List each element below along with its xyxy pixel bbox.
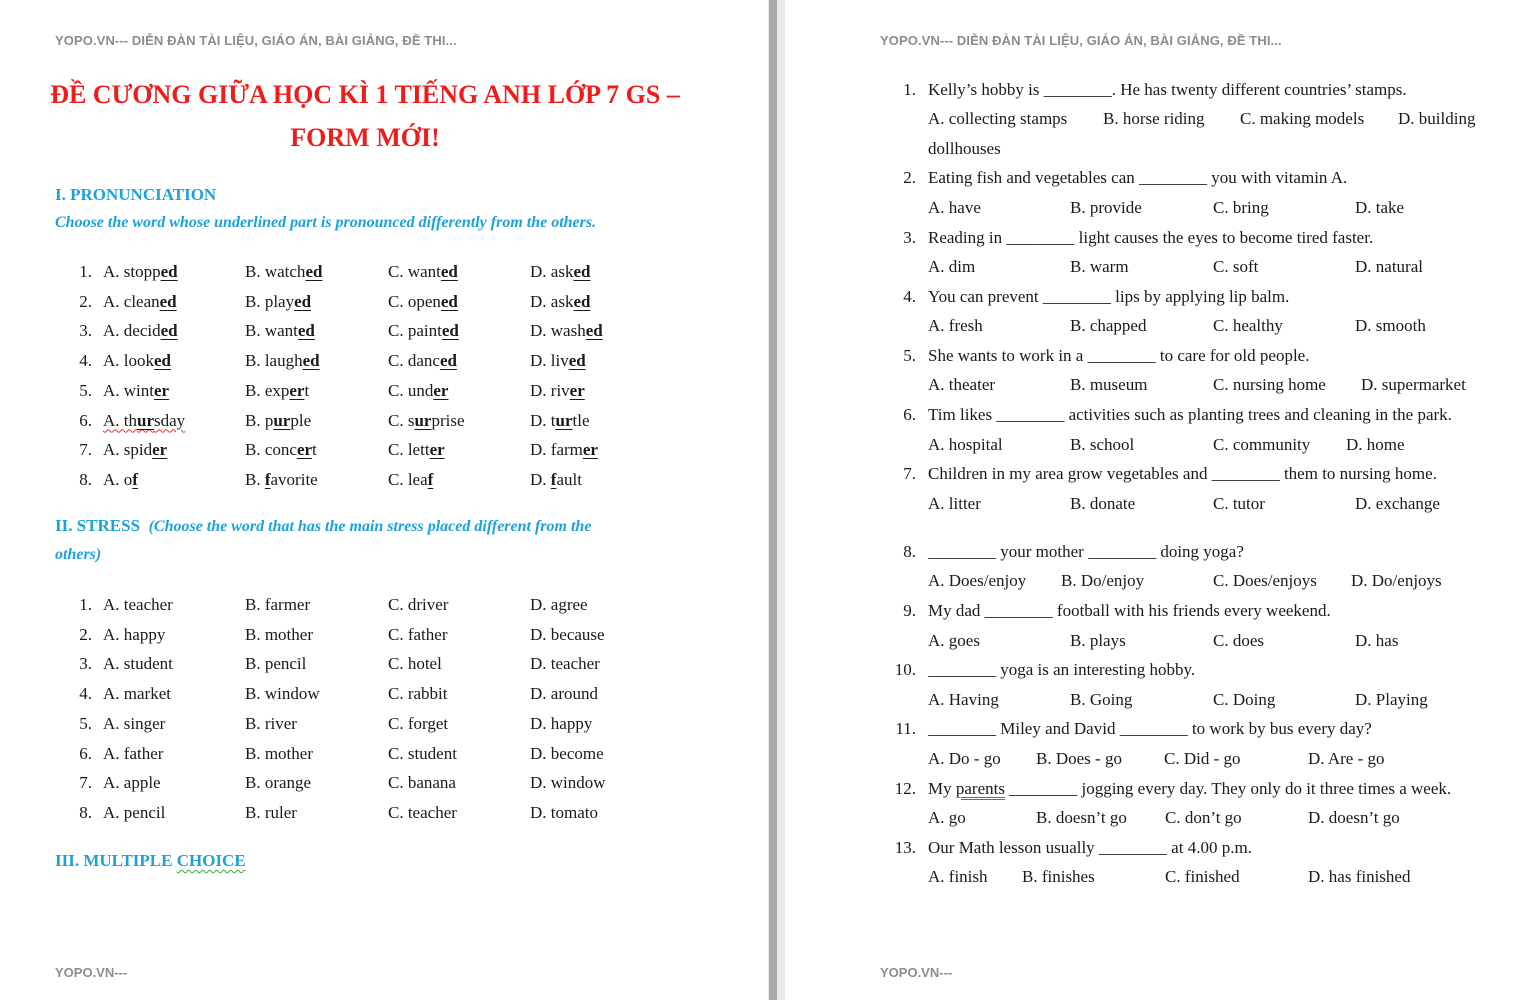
stress-title: II. STRESS — [55, 516, 141, 535]
question-number: 13. — [894, 838, 916, 857]
answer-option: A. happy — [103, 624, 166, 644]
option-text: B. watch — [245, 262, 306, 281]
answer-option: B. farmer — [245, 595, 311, 614]
item-number: 7. — [79, 440, 92, 460]
answer-option: A. goes — [928, 631, 980, 650]
question-number: 4. — [903, 287, 916, 306]
answer-option — [103, 321, 178, 341]
answer-option-continued: dollhouses — [928, 139, 1001, 158]
answer-option: B. window — [245, 684, 320, 704]
answer-option: B. school — [1070, 435, 1135, 454]
question-text: Children in my area grow vegetables and ________ them to nursing home. — [928, 464, 1437, 483]
stress-row — [0, 803, 700, 827]
answer-option — [530, 411, 590, 431]
answer-option — [103, 292, 177, 312]
answer-option: C. making models — [1240, 109, 1365, 128]
answer-option: B. horse riding — [1103, 109, 1205, 128]
answer-option: D. because — [530, 624, 605, 644]
answer-option: D. tomato — [530, 802, 598, 822]
answer-option — [103, 351, 171, 371]
option-text: B. conc — [245, 440, 297, 460]
question-text-part: ________ jogging every day. They only do it three times a week. — [1004, 779, 1452, 798]
pronunciation-row — [0, 292, 700, 316]
option-text: A. spid — [103, 440, 153, 460]
document-title-line2: FORM MỚI! — [290, 123, 440, 152]
underlined-sound: ed — [160, 321, 178, 341]
answer-option: D. has — [1355, 631, 1399, 650]
underlined-sound: ed — [159, 291, 177, 311]
question-text — [928, 779, 1451, 799]
option-text: B. play — [245, 291, 295, 311]
option-text: C. lea — [388, 469, 428, 489]
answer-option: D. exchange — [1355, 494, 1440, 513]
page-footer-right: YOPO.VN--- — [880, 965, 953, 980]
question-text: Kelly’s hobby is ________. He has twenty different countries’ stamps. — [928, 80, 1407, 99]
answer-option: D. Do/enjoys — [1351, 571, 1442, 590]
answer-option: A. Does/enjoy — [928, 571, 1027, 590]
answer-option — [388, 381, 448, 401]
page-header-right: YOPO.VN--- DIỄN ĐÀN TÀI LIỆU, GIÁO ÁN, BÀI GIẢNG, ĐỀ THI... — [880, 33, 1282, 48]
item-number: 5. — [79, 380, 92, 400]
option-text: C. und — [388, 380, 434, 400]
answer-option: D. supermarket — [1361, 375, 1466, 394]
answer-option: D. smooth — [1355, 316, 1426, 335]
page-header: YOPO.VN--- DIỄN ĐÀN TÀI LIỆU, GIÁO ÁN, BÀI GIẢNG, ĐỀ THI... — [55, 33, 457, 48]
question-text-flagged: parents — [955, 779, 1005, 798]
stress-instruction-continued: others) — [55, 546, 102, 563]
answer-option: A. student — [103, 654, 173, 674]
answer-option: C. soft — [1213, 257, 1259, 276]
answer-option: D. happy — [530, 713, 593, 733]
answer-option — [530, 351, 586, 371]
answer-option — [103, 470, 138, 490]
answer-option — [388, 292, 458, 312]
answer-option: A. pencil — [103, 802, 166, 822]
question-number: 7. — [903, 464, 916, 483]
item-number: 1. — [79, 262, 92, 281]
answer-option: C. community — [1213, 435, 1311, 454]
answer-option: D. window — [530, 773, 606, 793]
answer-option: B. museum — [1070, 375, 1148, 394]
answer-option: C. finished — [1165, 867, 1240, 886]
underlined-sound: ed — [573, 262, 591, 281]
mc-title-part: III. MULTIPLE — [55, 851, 177, 870]
answer-option: A. finish — [928, 867, 988, 886]
answer-option: C. nursing home — [1213, 375, 1326, 394]
underlined-sound: ed — [440, 262, 458, 281]
scrollbar-divider — [769, 0, 777, 1000]
option-text: A. wint — [103, 380, 154, 400]
underlined-sound: ed — [568, 351, 586, 371]
answer-option: A. go — [928, 808, 966, 827]
underlined-sound: ur — [137, 410, 154, 430]
answer-option — [245, 321, 315, 341]
pronunciation-row — [0, 411, 700, 435]
underlined-sound: f — [550, 469, 557, 489]
answer-option — [388, 321, 459, 341]
underlined-sound: ed — [441, 321, 459, 341]
answer-option: C. Did - go — [1164, 749, 1241, 768]
mc-title-word: CHOICE — [176, 851, 246, 870]
stress-row — [0, 625, 700, 649]
option-text: C. paint — [388, 321, 442, 341]
pronunciation-row — [0, 381, 700, 405]
option-text: D. ask — [530, 291, 574, 311]
underlined-sound: er — [154, 380, 170, 400]
section-pronunciation-title: I. PRONUNCIATION — [55, 185, 217, 204]
underlined-sound: ed — [160, 262, 178, 281]
option-text: A. stopp — [103, 262, 161, 281]
option-text: D. liv — [530, 351, 569, 371]
option-text: A. clean — [103, 291, 160, 311]
option-text: C. s — [388, 410, 415, 430]
question-number: 8. — [903, 542, 916, 561]
underlined-sound: f — [427, 469, 434, 489]
answer-option: A. singer — [103, 713, 166, 733]
question-text-part: My — [928, 779, 956, 798]
underlined-sound: ed — [302, 351, 320, 371]
question-text: Reading in ________ light causes the eyes to become tired faster. — [928, 228, 1374, 247]
option-text: C. want — [388, 262, 441, 281]
answer-option — [245, 262, 322, 282]
item-number: 6. — [79, 410, 92, 430]
answer-option: C. tutor — [1213, 494, 1265, 513]
answer-option — [103, 411, 185, 431]
answer-option — [530, 321, 603, 341]
underlined-sound: f — [132, 469, 138, 489]
answer-option: B. orange — [245, 773, 312, 793]
answer-option: B. donate — [1070, 494, 1136, 513]
answer-option: B. river — [245, 713, 297, 733]
option-text: ault — [556, 469, 582, 489]
underlined-sound: er — [433, 380, 449, 400]
option-text: D. — [530, 469, 551, 489]
answer-option: A. collecting stamps — [928, 109, 1068, 128]
answer-option: D. has finished — [1308, 867, 1411, 886]
underlined-sound: ur — [555, 410, 573, 430]
answer-option: D. become — [530, 743, 604, 763]
answer-option — [103, 440, 167, 460]
answer-option: C. driver — [388, 595, 449, 614]
option-text: D. wash — [530, 321, 586, 341]
question-number: 11. — [895, 719, 916, 738]
answer-option — [530, 440, 598, 460]
option-text: A. look — [103, 351, 154, 371]
question-number: 2. — [903, 168, 916, 187]
option-text: B. p — [245, 410, 274, 430]
item-number: 4. — [79, 684, 92, 704]
answer-option — [245, 351, 320, 371]
option-text: D. t — [530, 410, 556, 430]
option-text: prise — [431, 410, 465, 430]
item-number: 3. — [79, 321, 92, 341]
answer-option: D. Playing — [1355, 690, 1428, 709]
underlined-sound: ed — [573, 291, 591, 311]
answer-option: A. teacher — [103, 595, 173, 614]
pronunciation-row — [0, 440, 700, 464]
question-text: Eating fish and vegetables can ________ you with vitamin A. — [928, 168, 1348, 187]
option-text: t — [312, 440, 317, 460]
answer-option — [530, 470, 582, 490]
document-title-line1: ĐỀ CƯƠNG GIỮA HỌC KÌ 1 TIẾNG ANH LỚP 7 GS – — [50, 80, 680, 109]
answer-option — [388, 351, 457, 371]
answer-option — [388, 411, 465, 431]
answer-option: C. bring — [1213, 198, 1269, 217]
option-text: sday — [154, 410, 186, 430]
question-number: 5. — [903, 346, 916, 365]
answer-option: C. teacher — [388, 802, 457, 822]
answer-option: B. Do/enjoy — [1061, 571, 1145, 590]
answer-option: A. apple — [103, 773, 161, 793]
answer-option: D. building — [1398, 109, 1476, 128]
answer-option — [245, 411, 311, 431]
answer-option — [530, 292, 590, 312]
option-text: B. want — [245, 321, 298, 341]
item-number: 3. — [79, 654, 92, 674]
answer-option — [245, 440, 317, 460]
stress-instruction: (Choose the word that has the main stress placed different from the — [148, 518, 592, 535]
answer-option — [388, 262, 458, 282]
answer-option — [530, 262, 590, 282]
underlined-sound: er — [569, 380, 585, 400]
answer-option: C. Does/enjoys — [1213, 571, 1317, 590]
answer-option: D. around — [530, 684, 598, 704]
answer-option: B. provide — [1070, 198, 1142, 217]
stress-row — [0, 773, 700, 797]
answer-option: B. warm — [1070, 257, 1129, 276]
item-number: 2. — [79, 291, 92, 311]
answer-option: D. doesn’t go — [1308, 808, 1400, 827]
answer-option: B. pencil — [245, 654, 307, 674]
answer-option: D. natural — [1355, 257, 1423, 276]
answer-option: A. theater — [928, 375, 996, 394]
question-number: 3. — [903, 228, 916, 247]
option-text: A. th — [103, 410, 137, 430]
option-text: B. — [245, 469, 265, 489]
answer-option: A. have — [928, 198, 981, 217]
answer-option: D. home — [1346, 435, 1405, 454]
option-text: B. exp — [245, 380, 290, 400]
underlined-sound: ur — [414, 410, 432, 430]
answer-option: A. market — [103, 684, 171, 704]
answer-option — [388, 470, 433, 490]
answer-option: A. dim — [928, 257, 976, 276]
answer-option: C. banana — [388, 773, 456, 793]
item-number: 8. — [79, 802, 92, 822]
option-text: D. riv — [530, 380, 570, 400]
answer-option: D. take — [1355, 198, 1405, 217]
section-multiple-choice-title — [55, 851, 246, 871]
question-text: My dad ________ football with his friends every weekend. — [928, 601, 1331, 620]
answer-option: A. litter — [928, 494, 981, 513]
answer-option — [245, 381, 309, 401]
option-text: C. danc — [388, 351, 440, 371]
answer-option: C. rabbit — [388, 684, 448, 704]
answer-option: A. father — [103, 743, 164, 763]
underlined-sound: er — [289, 380, 305, 400]
option-text: C. open — [388, 291, 441, 311]
answer-option: C. forget — [388, 713, 449, 733]
answer-option — [530, 381, 585, 401]
option-text: tle — [572, 410, 590, 430]
item-number: 1. — [79, 595, 92, 614]
underlined-sound: ur — [273, 410, 291, 430]
underlined-sound: ed — [439, 351, 457, 371]
answer-option: D. teacher — [530, 654, 600, 674]
answer-option: C. does — [1213, 631, 1264, 650]
option-text: B. laugh — [245, 351, 303, 371]
pronunciation-row — [0, 321, 700, 345]
answer-option — [245, 292, 311, 312]
answer-option: C. don’t go — [1165, 808, 1242, 827]
item-number: 2. — [79, 624, 92, 644]
answer-option — [103, 381, 169, 401]
question-text: ________ yoga is an interesting hobby. — [928, 660, 1196, 679]
underlined-sound: ed — [440, 291, 458, 311]
question-text: Tim likes ________ activities such as planting trees and cleaning in the park. — [928, 405, 1452, 424]
stress-row — [0, 744, 700, 768]
underlined-sound: ed — [305, 262, 323, 281]
pronunciation-row — [0, 470, 700, 494]
answer-option: A. fresh — [928, 316, 983, 335]
underlined-sound: ed — [154, 351, 171, 371]
option-text: D. farm — [530, 440, 583, 460]
item-number: 5. — [79, 713, 92, 733]
option-text: t — [304, 380, 310, 400]
underlined-sound: er — [152, 440, 168, 460]
answer-option: C. hotel — [388, 654, 442, 674]
answer-option: B. mother — [245, 743, 313, 763]
underlined-sound: er — [296, 440, 313, 460]
stress-row — [0, 714, 700, 738]
answer-option: B. Going — [1070, 690, 1133, 709]
section-pronunciation-instruction: Choose the word whose underlined part is pronounced differently from the others. — [55, 214, 597, 231]
answer-option: D. Are - go — [1308, 749, 1385, 768]
answer-option: B. ruler — [245, 802, 297, 822]
question-text: Our Math lesson usually ________ at 4.00 p.m. — [928, 838, 1252, 857]
answer-option: C. healthy — [1213, 316, 1283, 335]
underlined-sound: ed — [294, 291, 312, 311]
option-text: A. o — [103, 469, 133, 489]
option-text: avorite — [270, 469, 318, 489]
answer-option: C. father — [388, 624, 448, 644]
section-stress-title — [55, 516, 591, 536]
item-number: 7. — [79, 773, 92, 793]
question-text: You can prevent ________ lips by applying lip balm. — [928, 287, 1290, 306]
answer-option — [103, 262, 178, 282]
answer-option — [388, 440, 445, 460]
question-text: ________ your mother ________ doing yoga? — [928, 542, 1244, 561]
item-number: 4. — [79, 351, 92, 371]
page-footer: YOPO.VN--- — [55, 965, 128, 980]
option-text: ple — [290, 410, 312, 430]
stress-row — [0, 654, 700, 678]
answer-option — [245, 470, 318, 490]
answer-option: A. hospital — [928, 435, 1003, 454]
question-number: 9. — [903, 601, 916, 620]
pronunciation-row — [0, 262, 700, 286]
question-number: 12. — [894, 779, 916, 798]
question-number: 10. — [894, 660, 916, 679]
answer-option: B. chapped — [1070, 316, 1147, 335]
underlined-sound: f — [264, 469, 271, 489]
question-text: She wants to work in a ________ to care for old people. — [928, 346, 1310, 365]
option-text: C. lett — [388, 440, 430, 460]
answer-option: A. Do - go — [928, 749, 1001, 768]
underlined-sound: er — [582, 440, 598, 460]
question-number: 6. — [903, 405, 916, 424]
answer-option: B. doesn’t go — [1036, 808, 1127, 827]
answer-option: B. Does - go — [1036, 749, 1122, 768]
option-text: A. decid — [103, 321, 161, 341]
item-number: 6. — [79, 743, 92, 763]
stress-row — [0, 595, 700, 619]
question-number: 1. — [903, 80, 916, 99]
option-text: D. ask — [530, 262, 574, 281]
underlined-sound: ed — [297, 321, 315, 341]
answer-option: A. Having — [928, 690, 999, 709]
answer-option: B. finishes — [1022, 867, 1095, 886]
answer-option: C. student — [388, 743, 457, 763]
underlined-sound: ed — [585, 321, 603, 341]
answer-option: D. agree — [530, 595, 588, 614]
underlined-sound: er — [429, 440, 445, 460]
answer-option: C. Doing — [1213, 690, 1276, 709]
pronunciation-row — [0, 351, 700, 375]
answer-option: B. plays — [1070, 631, 1126, 650]
item-number: 8. — [79, 469, 92, 489]
page-gutter — [768, 0, 785, 1000]
stress-row — [0, 684, 700, 708]
question-text: ________ Miley and David ________ to work by bus every day? — [928, 719, 1372, 738]
answer-option: B. mother — [245, 624, 313, 644]
